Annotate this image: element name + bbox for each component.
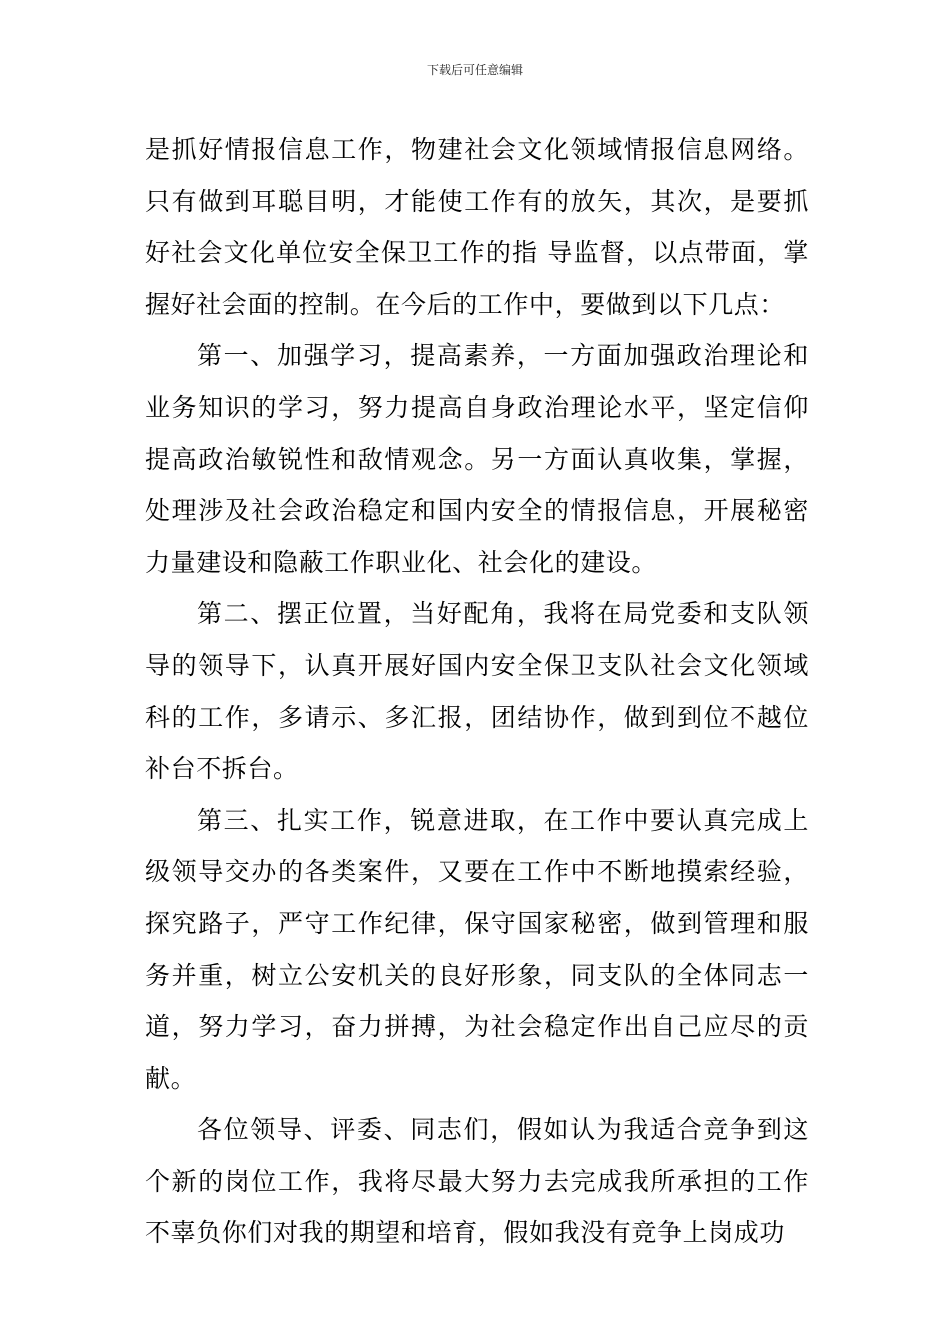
page-header-note: 下载后可任意编辑 — [426, 63, 523, 77]
paragraph-point-three: 第三、扎实工作，锐意进取，在工作中要认真完成上级领导交办的各类案件，又要在工作中不断地摸索经验，探究路子，严守工作纪律，保守国家秘密，做到管理和服务并重，树立公安机关的良好形象，同支队的全体同志一道，努力学习，奋力拼搏，为社会稳定作出自己应尽的贡献。 — [145, 805, 809, 1093]
document-body — [145, 124, 809, 1259]
paragraph-closing: 各位领导、评委、同志们，假如认为我适合竞争到这个新的岗位工作，我将尽最大努力去完成我所承担的工作不辜负你们对我的期望和培育，假如我没有竞争上岗成功 — [145, 1115, 809, 1248]
paragraph-intro: 是抓好情报信息工作，物建社会文化领域情报信息网络。只有做到耳聪目明，才能使工作有的放矢，其次，是要抓好社会文化单位安全保卫工作的指 导监督，以点带面，掌握好社会面的控制。在今后的工作中，要做到以下几点： — [145, 135, 809, 319]
paragraph-point-one: 第一、加强学习，提高素养，一方面加强政治理论和业务知识的学习，努力提高自身政治理论水平，坚定信仰提高政治敏锐性和敌情观念。另一方面认真收集，掌握，处理涉及社会政治稳定和国内安全的情报信息，开展秘密力量建设和隐蔽工作职业化、社会化的建设。 — [145, 341, 809, 577]
paragraph-point-two: 第二、摆正位置，当好配角，我将在局党委和支队领导的领导下，认真开展好国内安全保卫支队社会文化领域科的工作，多请示、多汇报，团结协作，做到到位不越位补台不拆台。 — [145, 599, 809, 784]
